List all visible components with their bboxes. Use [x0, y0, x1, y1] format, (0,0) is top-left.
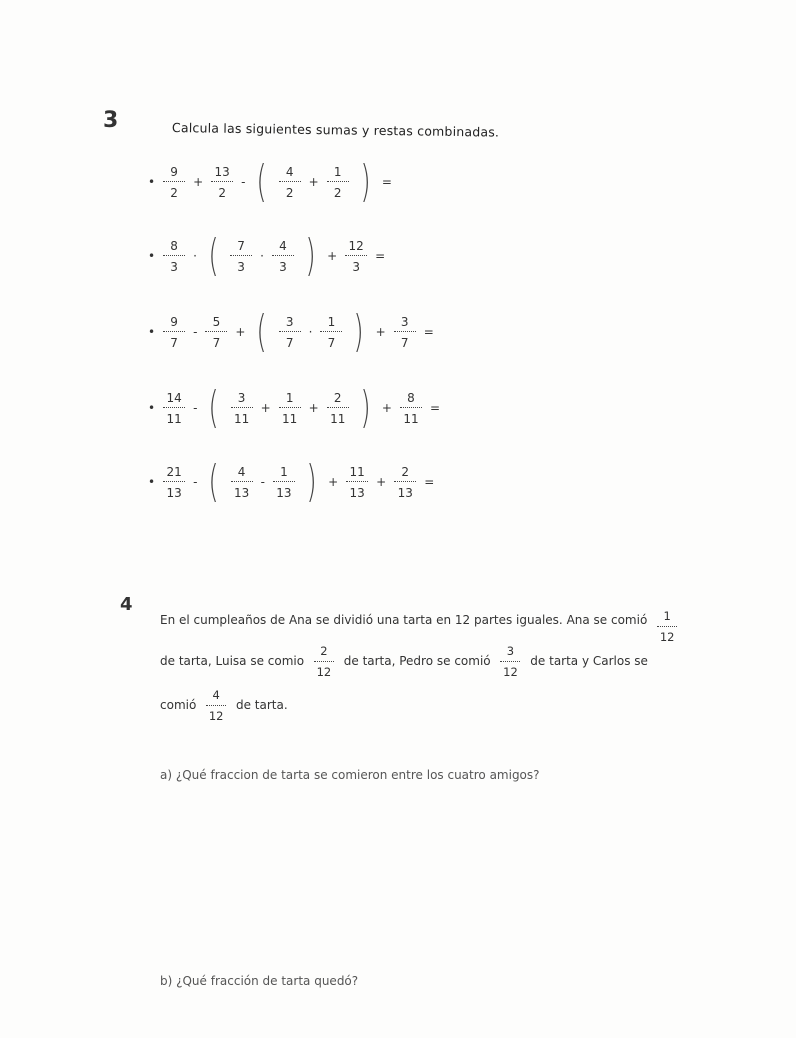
fraction-bar	[206, 705, 226, 706]
denominator: 11	[330, 411, 346, 426]
fraction	[273, 465, 295, 500]
question-a: a) ¿Qué fraccion de tarta se comieron entre los cuatro amigos?	[160, 768, 540, 782]
fraction	[231, 465, 253, 500]
operator: +	[375, 325, 386, 339]
numerator: 1	[333, 164, 342, 179]
denominator: 7	[285, 335, 294, 350]
operator: =	[423, 325, 434, 339]
problem-line-3	[160, 688, 288, 723]
fraction	[345, 239, 367, 274]
operator: +	[376, 475, 387, 489]
problem-line-2	[160, 644, 648, 679]
numerator: 12	[348, 238, 364, 253]
denominator: 13	[166, 485, 182, 500]
denominator: 3	[237, 259, 245, 274]
fraction	[206, 688, 226, 723]
denominator: 2	[218, 185, 226, 200]
fraction	[163, 239, 185, 274]
denominator: 7	[170, 335, 178, 350]
numerator: 13	[214, 164, 230, 179]
denominator: 12	[659, 630, 675, 644]
operator: -	[193, 475, 198, 489]
operator: =	[429, 401, 441, 415]
fraction	[327, 391, 349, 426]
expression-3	[148, 306, 434, 357]
bullet: •	[148, 175, 156, 189]
denominator: 3	[170, 259, 178, 274]
denominator: 3	[352, 259, 360, 274]
fraction	[500, 644, 520, 679]
exercise-4-number: 4	[120, 594, 133, 615]
fraction	[163, 315, 185, 350]
denominator: 12	[208, 709, 224, 723]
fraction-bar	[500, 661, 520, 662]
fraction	[211, 165, 233, 200]
numerator: 1	[327, 314, 336, 329]
operator: -	[193, 401, 198, 415]
numerator: 2	[320, 644, 328, 658]
denominator: 7	[327, 335, 336, 350]
operator: -	[193, 325, 198, 339]
numerator: 14	[166, 390, 182, 405]
fraction	[279, 315, 301, 350]
denominator: 11	[282, 411, 298, 426]
operator: =	[424, 475, 435, 489]
operator: =	[381, 175, 392, 189]
fraction	[279, 165, 301, 200]
operator: +	[308, 175, 319, 189]
denominator: 2	[170, 185, 178, 200]
parenthesis: )	[360, 156, 371, 207]
parenthesis: (	[208, 230, 219, 281]
fraction	[327, 165, 349, 200]
denominator: 3	[279, 259, 287, 274]
parenthesis: )	[353, 306, 365, 357]
numerator: 2	[333, 390, 342, 405]
text: de tarta, Pedro se comió	[343, 654, 491, 668]
numerator: 4	[279, 238, 287, 253]
operator: +	[235, 325, 246, 339]
numerator: 3	[285, 314, 294, 329]
fraction-bar	[657, 626, 677, 627]
fraction	[231, 391, 253, 426]
text: de tarta, Luisa se comio	[160, 654, 305, 668]
exercise-3-number: 3	[103, 108, 119, 133]
bullet: •	[148, 475, 156, 489]
problem-line-1	[160, 603, 683, 644]
denominator: 2	[285, 185, 294, 200]
operator: -	[260, 475, 265, 489]
fraction	[163, 391, 185, 426]
denominator: 11	[403, 411, 419, 426]
text: En el cumpleaños de Ana se dividió una tarta en 12 partes iguales. Ana se comió	[160, 613, 648, 627]
denominator: 13	[397, 485, 413, 500]
expression-2	[148, 230, 386, 281]
operator: ·	[308, 325, 313, 339]
parenthesis: (	[208, 382, 220, 433]
operator: +	[327, 249, 338, 263]
numerator: 3	[400, 314, 409, 329]
parenthesis: )	[305, 230, 316, 281]
denominator: 7	[212, 335, 221, 350]
expression-1	[148, 156, 392, 207]
fraction	[272, 239, 294, 274]
text: comió	[160, 698, 197, 712]
fraction	[279, 391, 301, 426]
numerator: 7	[237, 238, 245, 253]
fraction	[346, 465, 368, 500]
numerator: 5	[212, 314, 221, 329]
fraction	[320, 315, 342, 350]
parenthesis: (	[256, 156, 268, 207]
numerator: 4	[285, 164, 294, 179]
parenthesis: (	[208, 456, 220, 507]
numerator: 2	[401, 464, 410, 479]
operator: +	[260, 401, 271, 415]
numerator: 1	[663, 609, 671, 623]
bullet: •	[148, 325, 156, 339]
parenthesis: )	[306, 456, 317, 507]
operator: ·	[193, 249, 197, 263]
denominator: 13	[349, 485, 365, 500]
fraction	[163, 165, 185, 200]
numerator: 1	[280, 464, 288, 479]
fraction	[205, 315, 227, 350]
denominator: 7	[400, 335, 409, 350]
numerator: 4	[212, 688, 220, 702]
operator: +	[193, 175, 204, 189]
parenthesis: )	[360, 382, 371, 433]
numerator: 8	[407, 390, 415, 405]
text: de tarta y Carlos se	[530, 654, 648, 668]
fraction	[394, 465, 416, 500]
text: de tarta.	[235, 698, 288, 712]
operator: -	[241, 175, 246, 189]
denominator: 2	[333, 185, 342, 200]
denominator: 11	[233, 411, 250, 426]
denominator: 13	[233, 485, 250, 500]
numerator: 1	[285, 390, 294, 405]
fraction	[163, 465, 185, 500]
numerator: 21	[166, 464, 182, 479]
fraction	[400, 391, 422, 426]
exercise-3-instruction: Calcula las siguientes sumas y restas combinadas.	[171, 120, 500, 140]
operator: +	[308, 401, 319, 415]
parenthesis: (	[256, 306, 268, 357]
denominator: 12	[503, 665, 518, 679]
fraction	[314, 644, 334, 679]
bullet: •	[148, 249, 156, 263]
numerator: 4	[237, 464, 246, 479]
denominator: 13	[276, 485, 292, 500]
operator: +	[381, 401, 392, 415]
operator: ·	[260, 249, 264, 263]
numerator: 11	[349, 464, 365, 479]
bullet: •	[148, 401, 156, 415]
numerator: 9	[170, 314, 178, 329]
operator: =	[375, 249, 386, 263]
expression-5	[148, 456, 435, 507]
question-b: b) ¿Qué fracción de tarta quedó?	[160, 974, 359, 988]
expression-4	[148, 382, 441, 433]
fraction	[394, 315, 416, 350]
denominator: 12	[316, 665, 332, 679]
numerator: 3	[506, 644, 515, 658]
fraction	[657, 609, 677, 644]
fraction-bar	[314, 661, 334, 662]
numerator: 9	[170, 164, 178, 179]
numerator: 8	[170, 238, 178, 253]
operator: +	[328, 475, 339, 489]
fraction	[230, 239, 252, 274]
numerator: 3	[237, 390, 246, 405]
denominator: 11	[166, 411, 182, 426]
